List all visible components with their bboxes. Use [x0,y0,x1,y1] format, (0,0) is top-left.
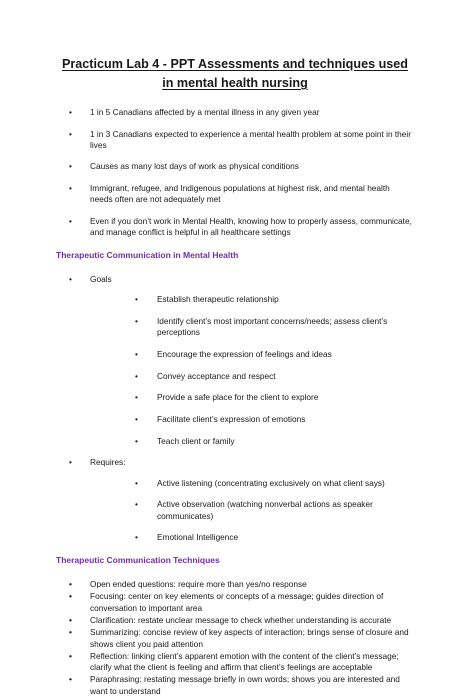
goals-item [56,274,414,447]
section-heading-therapeutic-communication: Therapeutic Communication in Mental Health [56,249,239,260]
list-item: • Facilitate client’s expression of emotions [90,414,414,425]
goals-label: Goals [90,273,112,284]
list-item: • Open ended questions: require more than yes/no response [56,579,414,590]
list-item: • 1 in 5 Canadians affected by a mental illness in any given year [56,107,414,118]
list-item: • Causes as many lost days of work as physical conditions [56,161,414,172]
list-item: • Establish therapeutic relationship [90,294,414,305]
intro-bullet-list [56,107,414,239]
list-item: • Clarification: restate unclear message to check whether understanding is accurate [56,615,414,626]
list-item: • 1 in 3 Canadians expected to experience a mental health problem at some point in their lives [56,129,414,152]
list-item: • Encourage the expression of feelings and ideas [90,349,414,360]
list-item: • Convey acceptance and respect [90,371,414,382]
section-heading-techniques: Therapeutic Communication Techniques [56,554,220,565]
requires-item [56,457,414,543]
techniques-list [56,579,414,697]
requires-label: Requires: [90,457,126,468]
list-item: • Immigrant, refugee, and Indigenous populations at highest risk, and mental health needs often are not adequately met [56,183,414,206]
list-item: • Even if you don’t work in Mental Health, knowing how to properly assess, communicate, and manage conflict is helpful in all healthcare settings [56,216,414,239]
section1-list [56,274,414,544]
requires-sublist [90,478,414,544]
list-item: • Focusing: center on key elements or concepts of a message; guides direction of conversation to important area [56,591,414,613]
list-item: • Identify client’s most important concerns/needs; assess client’s perceptions [90,316,414,339]
list-item: • Reflection: linking client’s apparent emotion with the content of the client’s message; clarify what the client is feeling and affirm that client’s feelings are acceptable [56,651,414,673]
list-item: • Active observation (watching nonverbal actions as speaker communicates) [90,499,414,522]
list-item: • Summarizing: concise review of key aspects of interaction; brings sense of closure and shows client you paid attention [56,627,414,649]
list-item: • Paraphrasing: restating message briefly in own words; shows you are interested and want to understand [56,674,414,696]
goals-sublist [90,294,414,447]
list-item: • Active listening (concentrating exclusively on what client says) [90,478,414,489]
document-title: Practicum Lab 4 - PPT Assessments and techniques used in mental health nursing [62,57,408,90]
list-item: • Emotional Intelligence [90,532,414,543]
list-item: • Teach client or family [90,436,414,447]
list-item: • Provide a safe place for the client to explore [90,392,414,403]
